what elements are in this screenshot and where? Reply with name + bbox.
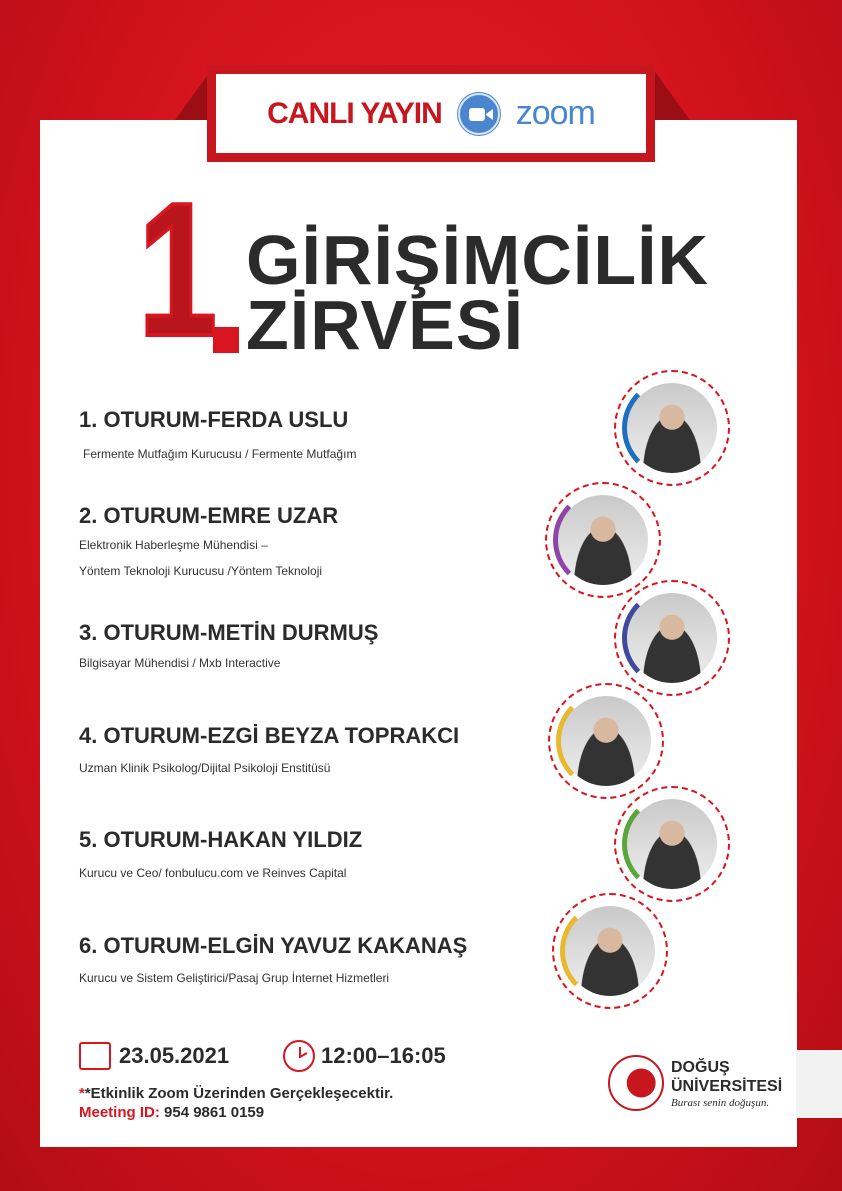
zoom-note: **Etkinlik Zoom Üzerinden Gerçekleşecektir. (79, 1085, 394, 1102)
session-1-title: 1. OTURUM-FERDA USLU (79, 407, 349, 432)
session-5-title: 5. OTURUM-HAKAN YILDIZ (79, 827, 363, 852)
calendar-icon (79, 1042, 111, 1070)
live-banner (207, 65, 655, 162)
meeting-id (79, 1104, 264, 1121)
session-4-subtitle: Uzman Klinik Psikolog/Dijital Psikoloji Enstitüsü (79, 761, 331, 775)
speaker-photo-1 (614, 370, 730, 486)
live-label: CANLI YAYIN (267, 96, 442, 130)
speaker-photo-5 (614, 786, 730, 902)
speaker-photo-2 (545, 482, 661, 598)
meeting-id-label: Meeting ID: (79, 1104, 160, 1121)
clock-icon (283, 1040, 315, 1072)
headline-dot (213, 327, 239, 353)
headline-line1: GİRİŞİMCİLİK (246, 221, 710, 299)
session-3-subtitle: Bilgisayar Mühendisi / Mxb Interactive (79, 656, 281, 670)
university-name (671, 1058, 782, 1096)
university-seal-logo (608, 1055, 664, 1111)
session-1-subtitle: Fermente Mutfağım Kurucusu / Fermente Mutfağım (83, 447, 357, 461)
session-4-title: 4. OTURUM-EZGİ BEYZA TOPRAKCI (79, 723, 460, 748)
meeting-id-value: 954 9861 0159 (164, 1104, 265, 1121)
zoom-note-text: *Etkinlik Zoom Üzerinden Gerçekleşecektir. (84, 1085, 394, 1102)
university-name-line1: DOĞUŞ (671, 1059, 730, 1076)
ribbon-fold-right (650, 65, 690, 120)
background-panel (796, 1050, 842, 1118)
headline-number: 1 (138, 164, 210, 376)
headline-line2: ZİRVESİ (246, 286, 525, 364)
event-date: 23.05.2021 (119, 1043, 230, 1068)
session-3-title: 3. OTURUM-METİN DURMUŞ (79, 620, 379, 645)
speaker-photo-3 (614, 580, 730, 696)
session-5-subtitle: Kurucu ve Ceo/ fonbulucu.com ve Reinves Capital (79, 866, 347, 880)
university-slogan: Burası senin doğuşun. (671, 1097, 770, 1109)
event-time: 12:00–16:05 (321, 1043, 446, 1068)
session-2-title: 2. OTURUM-EMRE UZAR (79, 503, 339, 528)
speaker-photo-4 (548, 683, 664, 799)
session-6-subtitle: Kurucu ve Sistem Geliştirici/Pasaj Grup İnternet Hizmetleri (79, 971, 390, 985)
session-2-subtitle: Elektronik Haberleşme Mühendisi – (79, 538, 268, 552)
session-2-subtitle: Yöntem Teknoloji Kurucusu /Yöntem Teknoloji (79, 564, 323, 578)
zoom-logo-text: zoom (515, 94, 595, 132)
session-6-title: 6. OTURUM-ELGİN YAVUZ KAKANAŞ (79, 933, 468, 958)
university-name-line2: ÜNİVERSİTESİ (671, 1078, 783, 1095)
speaker-photo-6 (552, 893, 668, 1009)
zoom-camera-icon (458, 93, 500, 135)
